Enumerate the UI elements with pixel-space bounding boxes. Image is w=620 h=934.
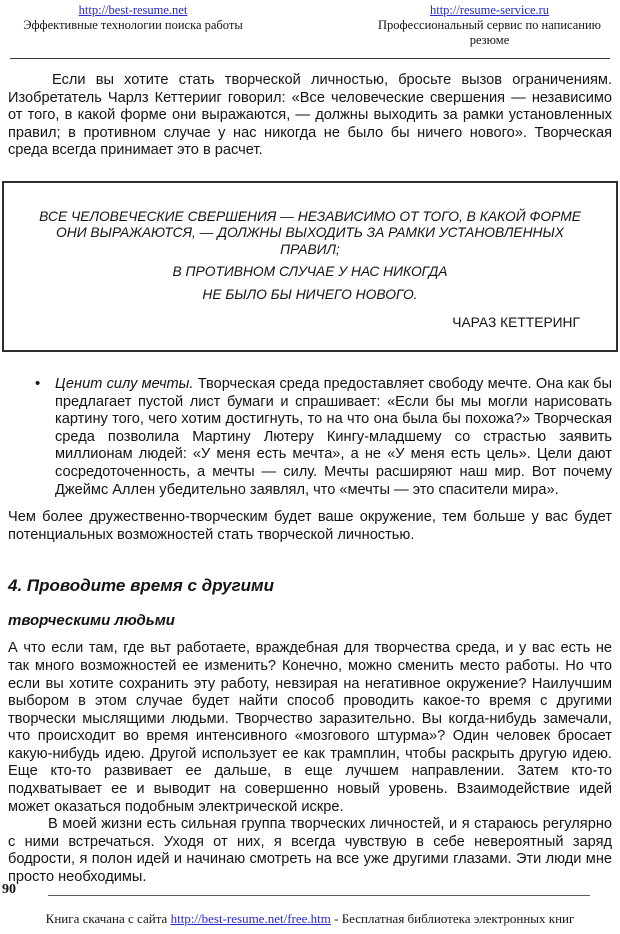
footer-prefix: Книга скачана с сайта: [45, 911, 171, 926]
section-subheading: творческими людьми: [8, 612, 175, 630]
paragraph-intro: Если вы хотите стать творческой личностью, бросьте вызов ограничениям. Изобретатель Чарлз Кеттерииг говорил: «Все человеческие свершения — независимо от того, в какой форме они выражаются, — должны выходить за рамки установленных правил; в противном случае у нас никогда не было бы ничего нового». Творческая среда всегда принимает это в расчет.: [8, 72, 612, 159]
paragraph-body: А что если там, где вьт работаете, враждебная для творчества среда, и у вас есть не так много возможностей ее изменить? Конечно, можно сменить место работы. Но что если вы хотите сохранить эту работу, невзирая на негативное окружение? Наилучшим выбором в этом случае будет найти способ проводить какое-то время с другими творчески мыслящими людьми. Творчество заразительно. Вы когда-нибудь замечали, что происходит во время интенсивного «мозгового штурма»? Один человек бросает какую-нибудь идею. Другой использует ее как трамплин, чтобы раскрыть другую идею. Еще кто-то развивает ее дальше, в еще лучшем направлении. Затем кто-то подхватывает ее и выводит на совершенно новый уровень. Взаимодействие идей может оказаться подобным электрической искре.: [8, 640, 612, 815]
header-link-best-resume[interactable]: http://best-resume.net: [78, 3, 188, 17]
quote-attribution: ЧАРАЗ КЕТТЕРИНГ: [452, 315, 580, 331]
header-subtitle-right: Профессиональный сервис по написанию резюме: [378, 18, 601, 47]
header-right: [367, 3, 612, 48]
header-divider: [10, 58, 610, 59]
bullet-text: Творческая среда предоставляет свободу мечте. Она как бы предлагает пустой лист бумаги и спрашивает: «Если бы мы могли нарисовать картину того, чего хотим достигнуть, то на что она была бы похожа?» Творческая среда позволила Мартину Лютеру Кингу-младшему со страстью заявить миллионам людей: «У меня есть мечта», а не «У меня есть цель». Цели дают сосредоточенность, а мечты — силу. Мечты расширяют наш мир. Вот почему Джеймс Аллен убедительно заявлял, что «мечты — это спасители мира».: [55, 375, 612, 498]
page-number-row: [0, 882, 620, 902]
bullet-lead: Ценит силу мечты.: [55, 375, 194, 392]
section-heading: 4. Проводите время с другими: [8, 576, 275, 596]
header-subtitle-left: Эффективные технологии поиска работы: [23, 18, 243, 32]
page-header: [8, 0, 612, 48]
quote-line-3: НЕ БЫЛО БЫ НИЧЕГО НОВОГО.: [202, 286, 418, 302]
quote-box: [2, 181, 618, 352]
bullet-item: [8, 376, 612, 499]
bullet-icon: •: [35, 374, 41, 392]
footer-divider: [48, 895, 590, 896]
page-number: 90: [2, 882, 16, 897]
footer-suffix: - Бесплатная библиотека электронных книг: [330, 911, 575, 926]
quote-line-1: ВСЕ ЧЕЛОВЕЧЕСКИЕ СВЕРШЕНИЯ — НЕЗАВИСИМО ОТ ТОГО, В КАКОЙ ФОРМЕ ОНИ ВЫРАЖАЮТСЯ, — ДОЛЖНЫ ВЫХОДИТЬ ЗА РАМКИ УСТАНОВЛЕННЫХ ПРАВИЛ;: [39, 208, 581, 257]
header-link-resume-service[interactable]: http://resume-service.ru: [429, 3, 550, 17]
paragraph-body-2: В моей жизни есть сильная группа творческих личностей, и я стараюсь регулярно с ними встречаться. Уходя от них, я всегда чувствую в себе невероятный заряд бодрости, я полон идей и начинаю смотреть на все уже другими глазами. Эти люди мне просто необходимы.: [8, 816, 612, 886]
paragraph-conclusion: Чем более дружественно-творческим будет ваше окружение, тем больше у вас будет потенциальных возможностей стать творческой личностью.: [8, 509, 612, 543]
footer-link[interactable]: http://best-resume.net/free.htm: [170, 911, 331, 926]
header-left: [8, 3, 258, 48]
quote-line-2: В ПРОТИВНОМ СЛУЧАЕ У НАС НИКОГДА: [172, 264, 448, 280]
footer-note: [0, 911, 620, 927]
page-bottom: [0, 882, 620, 934]
